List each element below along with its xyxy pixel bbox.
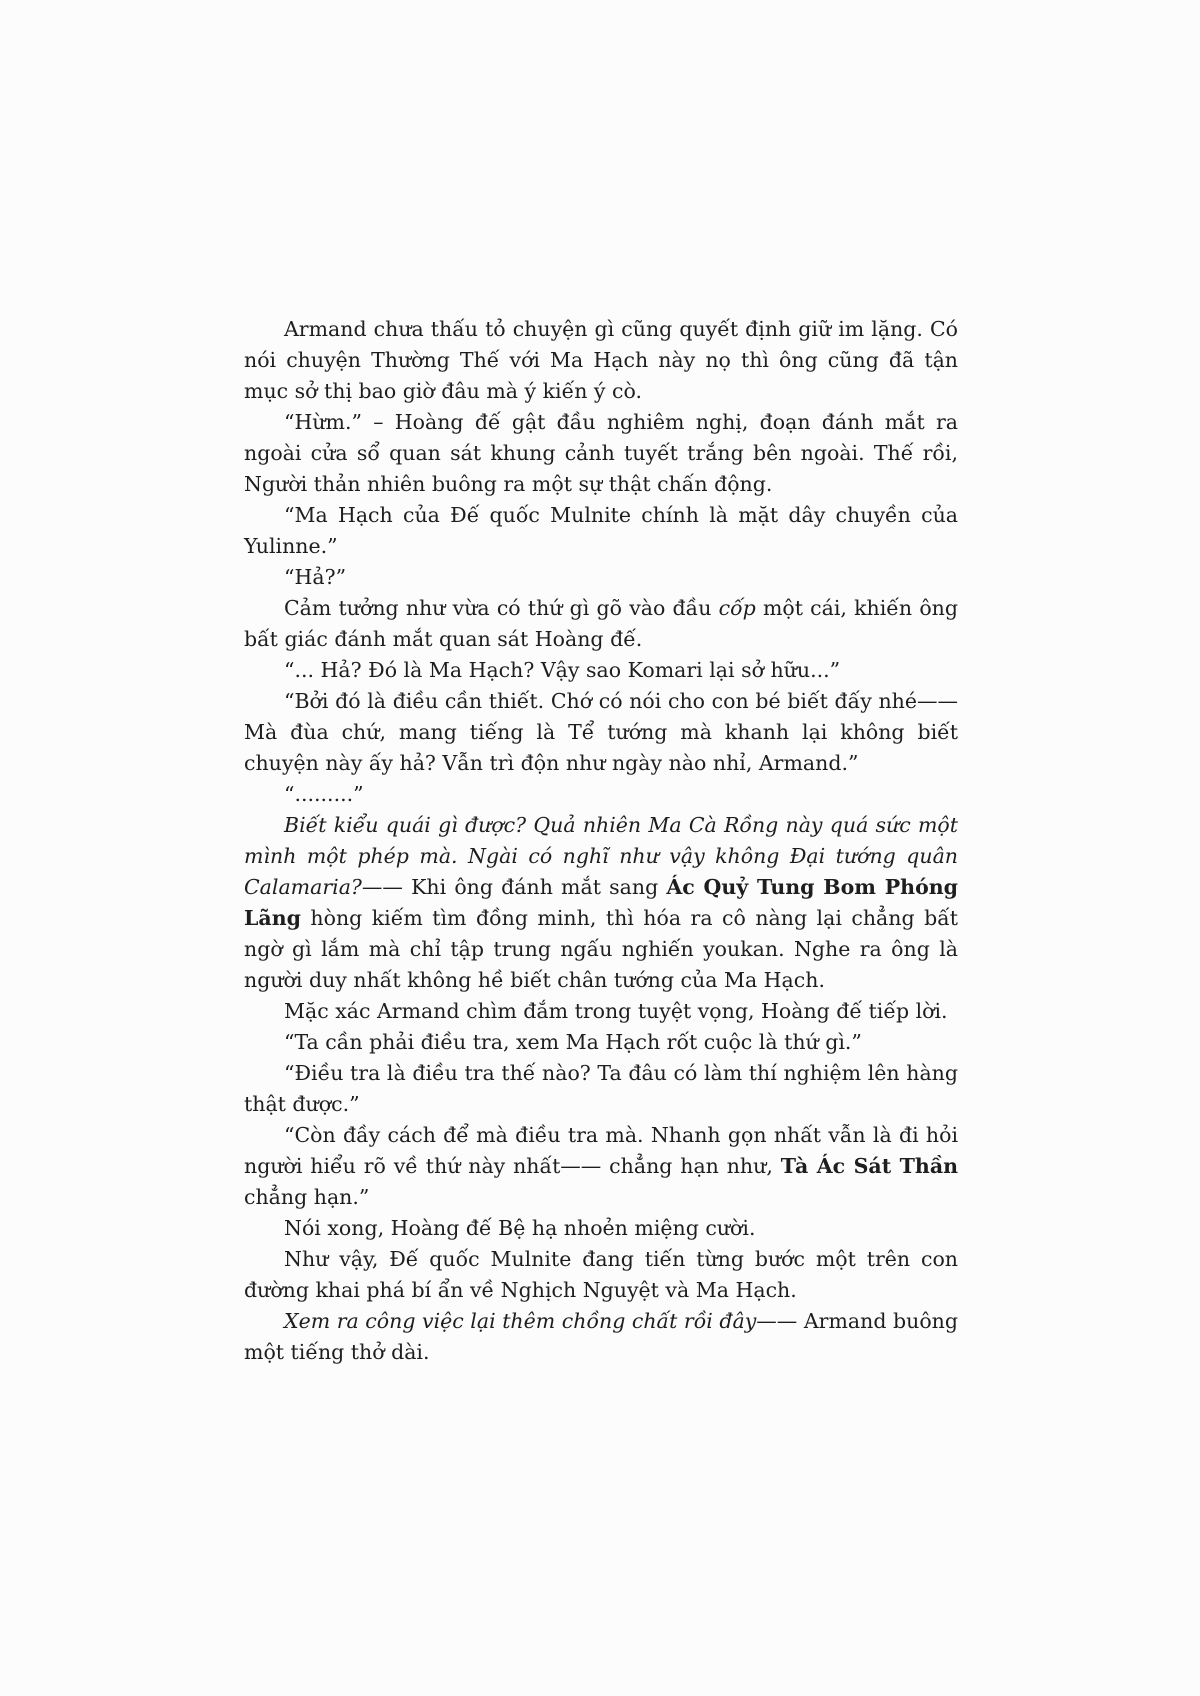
paragraph-13 — [244, 1120, 958, 1213]
paragraph-5 — [244, 593, 958, 655]
text-run: “Hừm.” – Hoàng đế gật đầu nghiêm nghị, đoạn đánh mắt ra ngoài cửa sổ quan sát khung cảnh tuyết trắng bên ngoài. Thế rồi, Người thản nhiên buông ra một sự thật chấn động. — [244, 410, 958, 496]
text-run: “Hả?” — [284, 565, 347, 589]
paragraph-9 — [244, 810, 958, 996]
bold-run: Tà Ác Sát Thần — [780, 1154, 959, 1178]
paragraph-2 — [244, 407, 958, 500]
text-run: “... Hả? Đó là Ma Hạch? Vậy sao Komari lại sở hữu...” — [284, 658, 841, 682]
paragraph-16 — [244, 1306, 958, 1368]
text-run: “Bởi đó là điều cần thiết. Chớ có nói cho con bé biết đấy nhé—— Mà đùa chứ, mang tiếng là Tể tướng mà khanh lại không biết chuyện này ấy hả? Vẫn trì độn như ngày nào nhỉ, Armand.” — [244, 689, 958, 775]
text-run: Như vậy, Đế quốc Mulnite đang tiến từng bước một trên con đường khai phá bí ẩn về Nghịch Nguyệt và Ma Hạch. — [244, 1247, 958, 1302]
paragraph-1 — [244, 314, 958, 407]
text-run: “.........” — [284, 782, 364, 806]
paragraph-11 — [244, 1027, 958, 1058]
text-run: “Còn đầy cách để mà điều tra mà. Nhanh gọn nhất vẫn là đi hỏi người hiểu rõ về thứ này nhất—— chẳng hạn như, — [244, 1123, 958, 1178]
text-run: —— Khi ông đánh mắt sang — [361, 875, 667, 899]
text-run: “Điều tra là điều tra thế nào? Ta đâu có làm thí nghiệm lên hàng thật được.” — [244, 1061, 958, 1116]
paragraph-12 — [244, 1058, 958, 1120]
text-run: chẳng hạn.” — [244, 1185, 370, 1209]
text-run: Cảm tưởng như vừa có thứ gì gõ vào đầu — [284, 596, 719, 620]
text-run: “Ta cần phải điều tra, xem Ma Hạch rốt cuộc là thứ gì.” — [284, 1030, 862, 1054]
text-run: Armand chưa thấu tỏ chuyện gì cũng quyết định giữ im lặng. Có nói chuyện Thường Thế với Ma Hạch này nọ thì ông cũng đã tận mục sở thị bao giờ đâu mà ý kiến ý cò. — [244, 317, 958, 403]
paragraph-8 — [244, 779, 958, 810]
paragraph-15 — [244, 1244, 958, 1306]
text-run: “Ma Hạch của Đế quốc Mulnite chính là mặt dây chuyền của Yulinne.” — [244, 503, 958, 558]
text-run: một cái, khiến ông bất giác đánh mắt quan sát Hoàng đế. — [244, 596, 958, 651]
paragraph-3 — [244, 500, 958, 562]
text-run: —— Armand buông một tiếng thở dài. — [244, 1309, 958, 1364]
italic-run: cốp — [718, 596, 756, 620]
text-run: Nói xong, Hoàng đế Bệ hạ nhoẻn miệng cười. — [284, 1216, 756, 1240]
text-run: Mặc xác Armand chìm đắm trong tuyệt vọng, Hoàng đế tiếp lời. — [284, 999, 948, 1023]
bold-run: Ác Quỷ Tung Bom Phóng Lãng — [244, 875, 958, 930]
text-run: hòng kiếm tìm đồng minh, thì hóa ra cô nàng lại chẳng bất ngờ gì lắm mà chỉ tập trung ngấu nghiến youkan. Nghe ra ông là người duy nhất không hề biết chân tướng của Ma Hạch. — [244, 906, 958, 992]
italic-run: Xem ra công việc lại thêm chồng chất rồi đây — [284, 1309, 757, 1333]
page-body — [244, 314, 958, 1368]
paragraph-7 — [244, 686, 958, 779]
paragraph-14 — [244, 1213, 958, 1244]
italic-run: Biết kiểu quái gì được? Quả nhiên Ma Cà Rồng này quá sức một mình một phép mà. Ngài có nghĩ như vậy không Đại tướng quân Calamaria? — [244, 813, 958, 899]
paragraph-4 — [244, 562, 958, 593]
paragraph-10 — [244, 996, 958, 1027]
paragraph-6 — [244, 655, 958, 686]
